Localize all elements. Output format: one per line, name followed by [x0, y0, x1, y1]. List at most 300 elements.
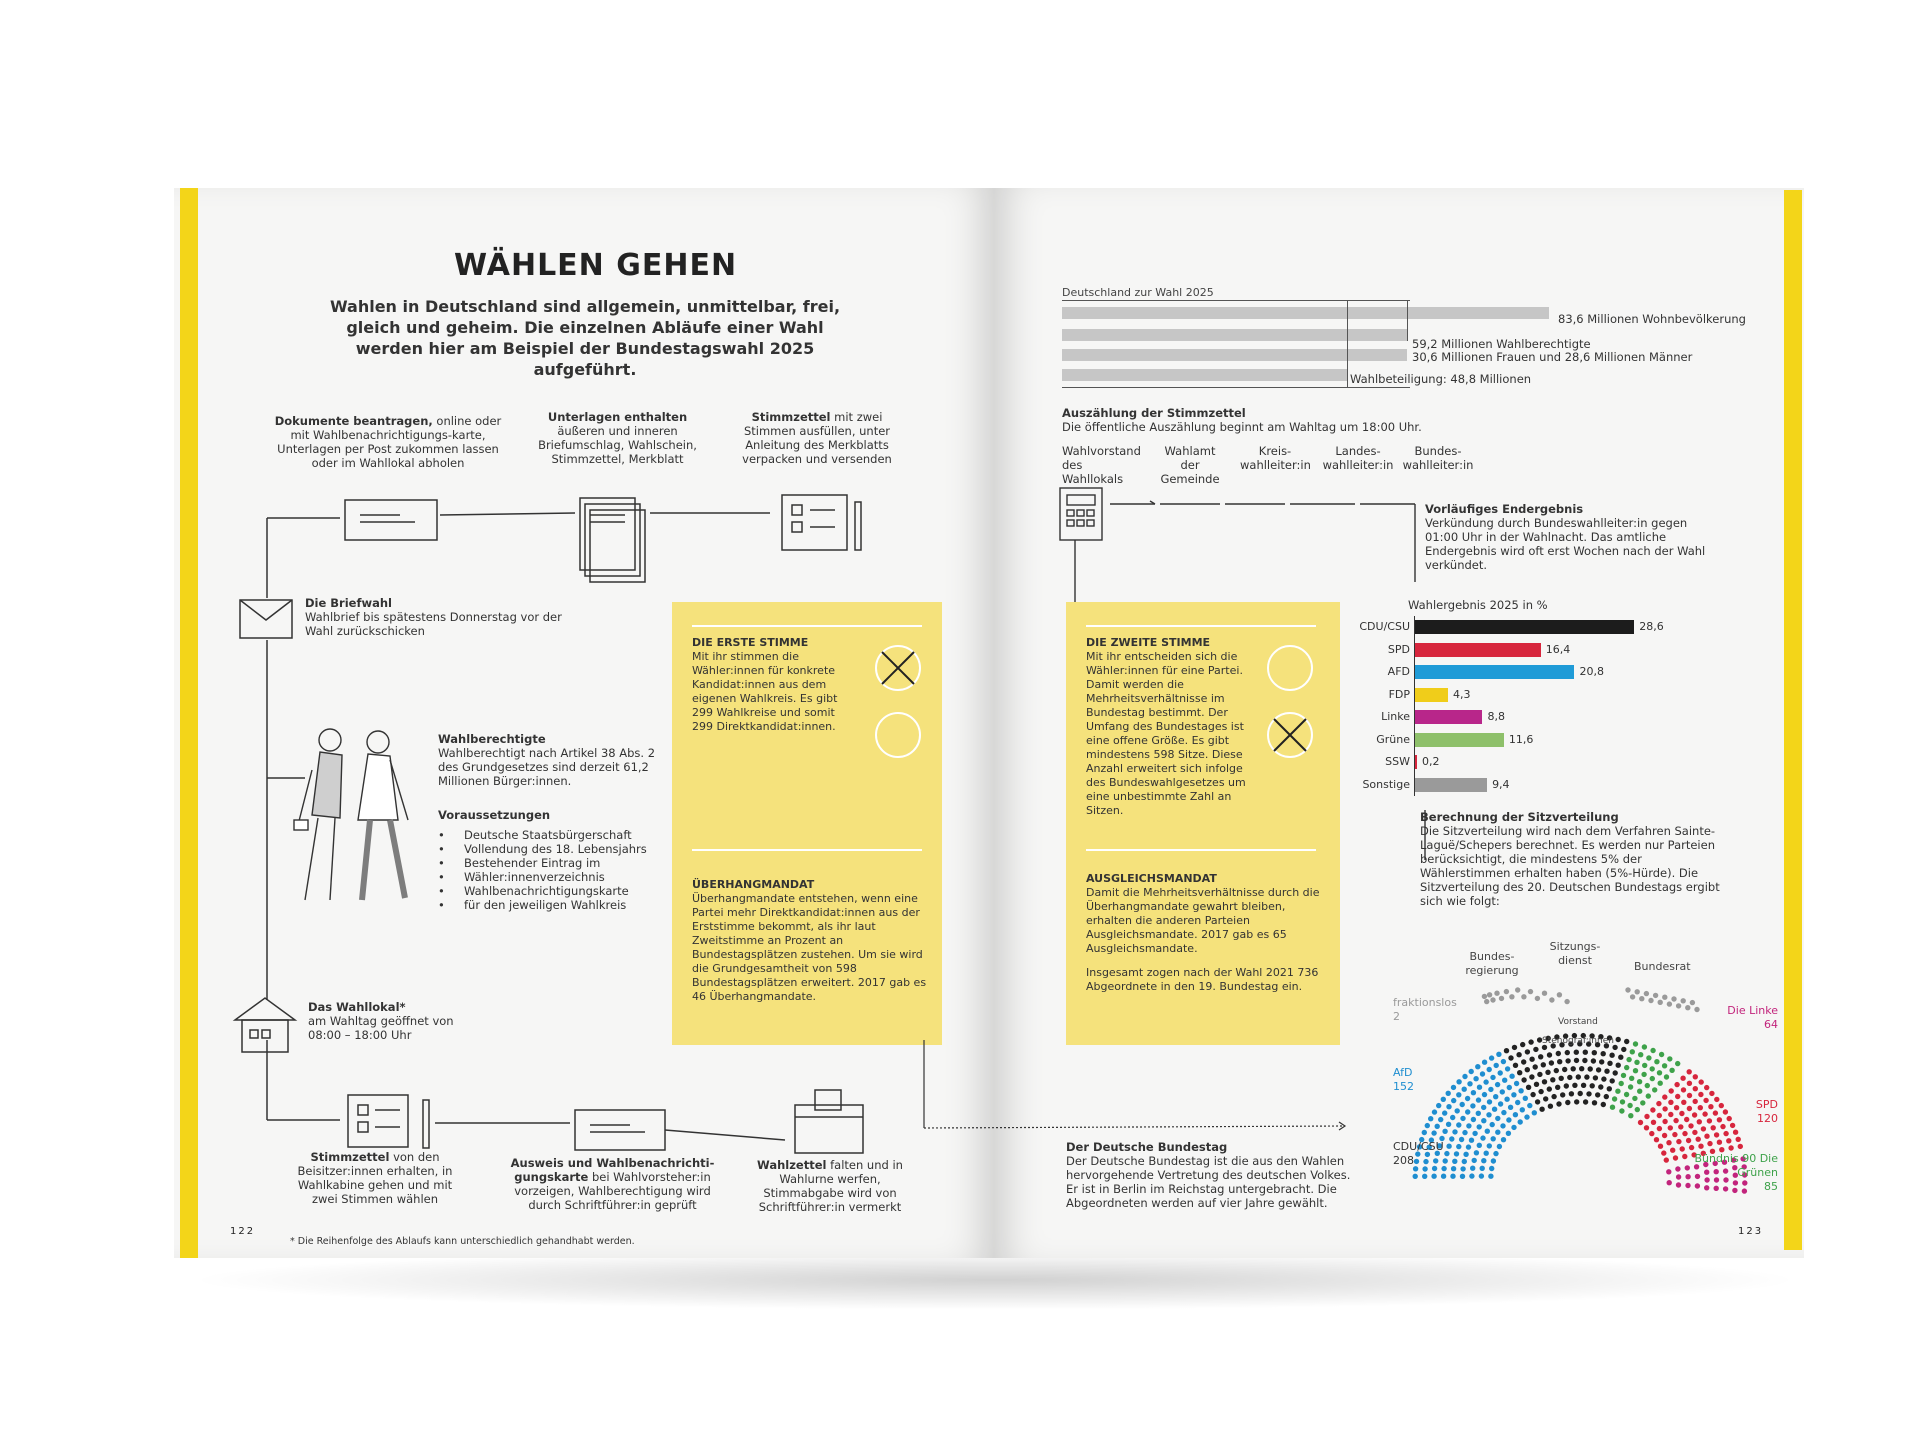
seat-afd: [1474, 1150, 1479, 1155]
step-stimmzettel: [742, 410, 892, 466]
seat-afd: [1501, 1110, 1506, 1115]
seat-cdu: [1604, 1094, 1609, 1099]
seat-bundesrat: [1630, 994, 1635, 999]
seat-afd: [1518, 1119, 1523, 1124]
seat-afd: [1462, 1159, 1467, 1164]
seat-gruene: [1620, 1099, 1625, 1104]
page-number-right: 123: [1738, 1226, 1764, 1237]
seat-gruene: [1610, 1105, 1615, 1110]
seat-afd: [1484, 1151, 1489, 1156]
bottom-step-ausweis-bold: Ausweis und Wahlbenachrichti-gungskarte: [510, 1156, 715, 1184]
seat-afd: [1469, 1138, 1474, 1143]
seat-spd: [1698, 1144, 1703, 1149]
seat-gruene: [1664, 1074, 1669, 1079]
seat-gruene: [1612, 1096, 1617, 1101]
voraussetzungen-item: • Bestehender Eintrag im: [438, 856, 601, 870]
seat-cdu: [1516, 1052, 1521, 1057]
seat-afd: [1455, 1108, 1460, 1113]
seat-afd: [1495, 1082, 1500, 1087]
seat-gruene: [1642, 1044, 1647, 1049]
population-bar: [1062, 369, 1347, 381]
seat-spd: [1709, 1091, 1714, 1096]
seat-spd: [1662, 1094, 1667, 1099]
seat-afd: [1438, 1117, 1443, 1122]
label-spd: [1698, 1098, 1778, 1126]
step-unterlagen-bold: Unterlagen enthalten: [547, 410, 688, 424]
seat-bundesrat: [1671, 996, 1676, 1001]
seat-gruene: [1634, 1060, 1639, 1065]
chain-item: Wahlamt der Gemeinde: [1160, 444, 1220, 486]
left-yellow-edge: [180, 188, 198, 1258]
seat-cdu: [1512, 1045, 1517, 1050]
seat-afd: [1451, 1085, 1456, 1090]
seat-spd: [1668, 1100, 1673, 1105]
wahlberechtigte-title: Wahlberechtigte: [438, 732, 546, 746]
seat-afd: [1481, 1118, 1486, 1123]
seat-afd: [1493, 1151, 1498, 1156]
seat-afd: [1470, 1166, 1475, 1171]
cdu-value: 208: [1393, 1154, 1414, 1167]
seat-cdu: [1526, 1085, 1531, 1090]
seat-cdu: [1583, 1050, 1588, 1055]
seat-cdu: [1571, 1066, 1576, 1071]
seat-bundesrat: [1658, 1000, 1663, 1005]
seat-cdu: [1555, 1085, 1560, 1090]
seat-spd: [1689, 1145, 1694, 1150]
seat-cdu: [1547, 1086, 1552, 1091]
voraussetzungen-text: Deutsche Staatsbürgerschaft: [464, 828, 632, 842]
seat-cdu: [1592, 1050, 1597, 1055]
seat-gruene: [1667, 1056, 1672, 1061]
seat-afd: [1504, 1097, 1509, 1102]
erste-stimme-ballot-icon: [870, 640, 930, 765]
seat-afd: [1492, 1107, 1497, 1112]
seat-gruene: [1621, 1073, 1626, 1078]
seat-afd: [1507, 1085, 1512, 1090]
seat-afd: [1431, 1130, 1436, 1135]
seat-linke: [1666, 1169, 1671, 1174]
seat-gruene: [1627, 1103, 1632, 1108]
seat-bundesrat: [1662, 995, 1667, 1000]
bar-value-label: 4,3: [1452, 687, 1471, 701]
seat-afd: [1456, 1144, 1461, 1149]
seat-cdu: [1599, 1059, 1604, 1064]
seat-gruene: [1615, 1089, 1620, 1094]
bottom-step-wahlzettel-bold: Wahlzettel: [757, 1158, 827, 1172]
voraussetzungen-item: • Deutsche Staatsbürgerschaft: [438, 828, 632, 842]
seat-gruene: [1632, 1096, 1637, 1101]
seat-cdu: [1551, 1094, 1556, 1099]
seat-cdu: [1616, 1037, 1621, 1042]
bar-value-label: 9,4: [1492, 777, 1510, 791]
bar-category-label: AFD: [1387, 665, 1410, 678]
erste-stimme-text: Mit ihr stimmen die Wähler:innen für konkrete Kandidat:innen aus dem eigenen Wahlkreis. Es gibt 299 Wahlkreise und somit 299 Direktkandidat:innen.: [692, 650, 838, 733]
seat-government: [1542, 991, 1547, 996]
seat-government: [1515, 987, 1520, 992]
page-title: WÄHLEN GEHEN: [454, 248, 738, 283]
seat-afd: [1467, 1081, 1472, 1086]
seat-afd: [1487, 1099, 1492, 1104]
seat-afd: [1441, 1097, 1446, 1102]
seat-spd: [1686, 1138, 1691, 1143]
magazine-shadow: [185, 1250, 1805, 1310]
step-stimmzettel-bold: Stimmzettel: [751, 410, 831, 424]
seat-afd: [1462, 1074, 1467, 1079]
bar: [1415, 755, 1417, 769]
population-label: 30,6 Millionen Frauen und 28,6 Millionen Männer: [1412, 350, 1693, 364]
step-dokumente: [268, 414, 508, 470]
seat-afd: [1477, 1124, 1482, 1129]
seat-spd: [1670, 1148, 1675, 1153]
seat-afd: [1489, 1055, 1494, 1060]
seat-spd: [1738, 1144, 1743, 1149]
bar: [1415, 733, 1504, 747]
label-afd: [1393, 1066, 1414, 1094]
gruene-value: 85: [1764, 1180, 1778, 1193]
seat-afd: [1451, 1098, 1456, 1103]
seat-spd: [1693, 1074, 1698, 1079]
ueberhang-title: ÜBERHANGMANDAT: [692, 878, 815, 891]
seat-gruene: [1641, 1072, 1646, 1077]
seat-gruene: [1630, 1049, 1635, 1054]
seat-cdu: [1517, 1070, 1522, 1075]
seat-cdu: [1508, 1055, 1513, 1060]
voraussetzungen-item: • Vollendung des 18. Lebensjahrs: [438, 842, 647, 856]
label-stenografen: Stenograf:innen: [1542, 1036, 1614, 1046]
seat-government: [1535, 996, 1540, 1001]
seat-spd: [1669, 1088, 1674, 1093]
seat-afd: [1465, 1109, 1470, 1114]
population-marker: [1347, 301, 1348, 387]
seat-spd: [1675, 1094, 1680, 1099]
seat-bundesrat: [1653, 993, 1658, 998]
voraussetzungen-text: für den jeweiligen Wahlkreis: [464, 898, 627, 912]
seat-afd: [1459, 1137, 1464, 1142]
erste-stimme-block: [692, 636, 842, 734]
seat-bundesrat: [1685, 1005, 1690, 1010]
bottom-step-wahlzettel: [755, 1158, 905, 1214]
seat-spd: [1687, 1093, 1692, 1098]
seat-afd: [1488, 1087, 1493, 1092]
chain-item: Landes-wahlleiter:in: [1322, 444, 1394, 472]
seat-cdu: [1562, 1067, 1567, 1072]
seat-cdu: [1616, 1063, 1621, 1068]
seat-cdu: [1525, 1067, 1530, 1072]
seat-cdu: [1579, 1066, 1584, 1071]
linke-value: 64: [1764, 1018, 1778, 1031]
seat-spd: [1698, 1092, 1703, 1097]
seat-cdu: [1560, 1092, 1565, 1097]
seat-afd: [1508, 1105, 1513, 1110]
seat-spd: [1704, 1134, 1709, 1139]
seat-gruene: [1619, 1108, 1624, 1113]
cdu-name: CDU/CSU: [1393, 1140, 1444, 1153]
seat-government: [1528, 989, 1533, 994]
seat-afd: [1469, 1069, 1474, 1074]
bar-value-label: 11,6: [1508, 732, 1534, 746]
seat-cdu: [1601, 1076, 1606, 1081]
seat-spd: [1644, 1125, 1649, 1130]
bar: [1415, 620, 1634, 634]
seat-cdu: [1521, 1077, 1526, 1082]
seat-afd: [1506, 1117, 1511, 1122]
seat-afd: [1460, 1174, 1465, 1179]
seat-government: [1557, 992, 1562, 997]
seat-gruene: [1637, 1079, 1642, 1084]
bottom-step-ausweis-text: bei Wahlvorsteher:in vorzeigen, Wahlberechtigung wird durch Schriftführer:in geprüft: [514, 1170, 711, 1212]
label-cdu: [1393, 1140, 1444, 1168]
seat-spd: [1714, 1132, 1719, 1137]
seat-spd: [1658, 1144, 1663, 1149]
note-divider: [692, 625, 922, 627]
seat-bundesrat: [1676, 1003, 1681, 1008]
seat-cdu: [1618, 1055, 1623, 1060]
note-divider: [692, 849, 922, 851]
seat-spd: [1662, 1133, 1667, 1138]
seat-afd: [1446, 1104, 1451, 1109]
seat-spd: [1673, 1118, 1678, 1123]
seat-gruene: [1658, 1081, 1663, 1086]
seat-spd: [1684, 1117, 1689, 1122]
seat-government: [1564, 999, 1569, 1004]
footnote: * Die Reihenfolge des Ablaufs kann unterschiedlich gehandhabt werden.: [290, 1236, 635, 1247]
seat-gruene: [1652, 1087, 1657, 1092]
bar-category-label: SSW: [1385, 755, 1410, 768]
seat-government: [1484, 999, 1489, 1004]
seat-bundesrat: [1681, 998, 1686, 1003]
seat-spd: [1699, 1079, 1704, 1084]
seat-spd: [1649, 1131, 1654, 1136]
seat-afd: [1460, 1116, 1465, 1121]
seat-afd: [1451, 1166, 1456, 1171]
seat-afd: [1442, 1110, 1447, 1115]
fraktionslos-name: fraktionslos: [1393, 996, 1457, 1009]
seat-afd: [1476, 1111, 1481, 1116]
seat-government: [1521, 994, 1526, 999]
seat-afd: [1465, 1096, 1470, 1101]
seat-cdu: [1601, 1102, 1606, 1107]
sitzverteilung-block: [1420, 810, 1720, 908]
seat-afd: [1498, 1101, 1503, 1106]
bundestag-text: Der Deutsche Bundestag ist die aus den Wahlen hervorgehende Vertretung des deutschen Volkes. Er ist in Berlin im Reichstag untergebracht. Die Abgeordneten werden auf vier Jahre gewählt.: [1066, 1154, 1351, 1210]
label-bundesrat: Bundesrat: [1634, 960, 1691, 973]
seat-afd: [1471, 1117, 1476, 1122]
bar-value-label: 0,2: [1422, 755, 1440, 768]
seat-afd: [1431, 1174, 1436, 1179]
seat-cdu: [1542, 1079, 1547, 1084]
seat-afd: [1515, 1100, 1520, 1105]
seat-spd: [1701, 1126, 1706, 1131]
seat-afd: [1472, 1158, 1477, 1163]
seat-cdu: [1548, 1104, 1553, 1109]
bundestag-title: Der Deutsche Bundestag: [1066, 1140, 1228, 1154]
bar: [1415, 643, 1541, 657]
seat-afd: [1475, 1064, 1480, 1069]
seat-afd: [1446, 1091, 1451, 1096]
seat-spd: [1657, 1113, 1662, 1118]
seat-gruene: [1669, 1068, 1674, 1073]
seat-afd: [1477, 1143, 1482, 1148]
zweite-stimme-block: [1086, 636, 1256, 818]
seat-cdu: [1578, 1091, 1583, 1096]
seat-afd: [1482, 1060, 1487, 1065]
seat-afd: [1456, 1092, 1461, 1097]
seat-afd: [1490, 1122, 1495, 1127]
seat-cdu: [1574, 1058, 1579, 1063]
seat-gruene: [1646, 1093, 1651, 1098]
seat-afd: [1432, 1109, 1437, 1114]
seat-cdu: [1596, 1067, 1601, 1072]
seat-spd: [1644, 1114, 1649, 1119]
auszaehlung-text: Die öffentliche Auszählung beginnt am Wahltag um 18:00 Uhr.: [1062, 420, 1422, 434]
voraussetzungen-text: Bestehender Eintrag im: [464, 856, 601, 870]
seat-afd: [1501, 1059, 1506, 1064]
population-bar: [1062, 307, 1549, 319]
seat-spd: [1661, 1150, 1666, 1155]
seat-gruene: [1638, 1052, 1643, 1057]
briefwahl-text: Wahlbrief bis spätestens Donnerstag vor der Wahl zurückschicken: [305, 610, 562, 638]
seat-spd: [1728, 1145, 1733, 1150]
seat-cdu: [1621, 1047, 1626, 1052]
seat-spd: [1688, 1123, 1693, 1128]
seat-government: [1549, 997, 1554, 1002]
seat-cdu: [1582, 1058, 1587, 1063]
seat-spd: [1651, 1120, 1656, 1125]
seat-cdu: [1598, 1084, 1603, 1089]
seat-afd: [1523, 1096, 1528, 1101]
bundestag-connector: [915, 1040, 1355, 1140]
bundestag-block: [1066, 1140, 1356, 1210]
seat-cdu: [1545, 1070, 1550, 1075]
seat-gruene: [1629, 1076, 1634, 1081]
seat-gruene: [1662, 1063, 1667, 1068]
voraussetzungen-item: • Wähler:innenverzeichnis: [438, 870, 605, 884]
endergebnis-text: Verkündung durch Bundeswahlleiter:in gegen 01:00 Uhr in der Wahlnacht. Das amtliche Endergebnis wird oft erst Wochen nach der Wahl verkündet.: [1425, 516, 1706, 572]
seat-afd: [1513, 1112, 1518, 1117]
seat-cdu: [1590, 1083, 1595, 1088]
seat-government: [1487, 992, 1492, 997]
seat-afd: [1466, 1144, 1471, 1149]
seat-spd: [1717, 1140, 1722, 1145]
seat-spd: [1736, 1137, 1741, 1142]
seat-afd: [1470, 1103, 1475, 1108]
seat-gruene: [1635, 1107, 1640, 1112]
seat-spd: [1638, 1120, 1643, 1125]
seat-afd: [1480, 1135, 1485, 1140]
seat-afd: [1435, 1124, 1440, 1129]
spd-value: 120: [1757, 1112, 1778, 1125]
voraussetzungen-title: Voraussetzungen: [438, 808, 551, 822]
seat-afd: [1483, 1079, 1488, 1084]
wahllokal-block: [308, 1000, 488, 1042]
seat-bundesrat: [1644, 991, 1649, 996]
seat-afd: [1479, 1173, 1484, 1178]
seat-cdu: [1593, 1075, 1598, 1080]
seat-spd: [1692, 1130, 1697, 1135]
seat-cdu: [1556, 1101, 1561, 1106]
seat-afd: [1494, 1063, 1499, 1068]
seat-government: [1494, 991, 1499, 996]
seat-afd: [1444, 1151, 1449, 1156]
population-bar: [1062, 329, 1407, 341]
seat-afd: [1472, 1131, 1477, 1136]
seat-spd: [1654, 1137, 1659, 1142]
population-label: 59,2 Millionen Wahlberechtigte: [1412, 337, 1591, 351]
seat-bundesrat: [1625, 987, 1630, 992]
seat-spd: [1678, 1124, 1683, 1129]
seat-gruene: [1624, 1065, 1629, 1070]
bar-category-label: Linke: [1381, 710, 1410, 723]
sitzverteilung-title: Berechnung der Sitzverteilung: [1420, 810, 1619, 824]
seat-afd: [1460, 1102, 1465, 1107]
seat-cdu: [1595, 1092, 1600, 1097]
afd-name: AfD: [1393, 1066, 1413, 1079]
ausgleich-title: AUSGLEICHSMANDAT: [1086, 872, 1217, 885]
seat-spd: [1680, 1076, 1685, 1081]
seat-cdu: [1586, 1091, 1591, 1096]
seat-bundesrat: [1639, 996, 1644, 1001]
seat-afd: [1506, 1131, 1511, 1136]
seat-afd: [1441, 1174, 1446, 1179]
seat-cdu: [1529, 1074, 1534, 1079]
seat-cdu: [1591, 1058, 1596, 1063]
ausgleich-text: Damit die Mehrheitsverhältnisse durch die Überhangmandate gewahrt bleiben, erhalten die anderen Parteien Ausgleichsmandate. 2017 gab es 65 Ausgleichsmandate.: [1086, 886, 1320, 955]
seat-afd: [1495, 1130, 1500, 1135]
step-unterlagen-text: äußeren und inneren Briefumschlag, Wahlschein, Stimmzettel, Merkblatt: [538, 424, 697, 466]
bottom-step-ausweis: [505, 1156, 720, 1212]
seat-afd: [1462, 1087, 1467, 1092]
step-dokumente-text: online oder mit Wahlbenachrichtigungs-karte, Unterlagen per Post zukommen lassen oder im Wahllokal abholen: [277, 414, 502, 470]
seat-cdu: [1547, 1052, 1552, 1057]
seat-gruene: [1640, 1100, 1645, 1105]
seat-spd: [1687, 1069, 1692, 1074]
seat-spd: [1668, 1125, 1673, 1130]
seat-government: [1509, 994, 1514, 999]
seat-afd: [1495, 1116, 1500, 1121]
wahlberechtigte-text: Wahlberechtigt nach Artikel 38 Abs. 2 des Grundgesetzes sind derzeit 61,2 Millionen Bürger:innen.: [438, 746, 656, 788]
seat-cdu: [1584, 1074, 1589, 1079]
seat-spd: [1668, 1112, 1673, 1117]
seat-afd: [1481, 1158, 1486, 1163]
fraktionslos-value: 2: [1393, 1010, 1400, 1023]
seat-afd: [1488, 1174, 1493, 1179]
sitzverteilung-text: Die Sitzverteilung wird nach dem Verfahren Sainte-Laguë/Schepers berechnet. Es werden nur Parteien berücksichtigt, die mindestens 5% der Wählerstimmen erhalten haben (5%-Hürde). Die Sitzverteilung des 20. Deutschen Bundestags ergibt sich wie folgt:: [1420, 824, 1720, 908]
bottom-step-wahlzettel-text: falten und in Wahlurne werfen, Stimmabgabe wird von Schriftführer:in vermerkt: [758, 1158, 903, 1214]
seat-spd: [1682, 1131, 1687, 1136]
seat-afd: [1473, 1076, 1478, 1081]
chart-title: Wahlergebnis 2025 in %: [1408, 598, 1548, 612]
seat-afd: [1454, 1151, 1459, 1156]
seat-afd: [1501, 1137, 1506, 1142]
endergebnis-title: Vorläufiges Endergebnis: [1425, 502, 1584, 516]
seat-spd: [1692, 1112, 1697, 1117]
seat-cdu: [1554, 1068, 1559, 1073]
seat-cdu: [1550, 1077, 1555, 1082]
seat-gruene: [1657, 1070, 1662, 1075]
note-divider: [1086, 849, 1316, 851]
seat-gruene: [1637, 1089, 1642, 1094]
seat-afd: [1491, 1158, 1496, 1163]
seat-spd: [1687, 1106, 1692, 1111]
seat-afd: [1452, 1129, 1457, 1134]
seat-afd: [1462, 1130, 1467, 1135]
seat-gruene: [1654, 1059, 1659, 1064]
seat-afd: [1493, 1094, 1498, 1099]
chain-item: Bundes-wahlleiter:in: [1402, 444, 1474, 472]
seat-afd: [1456, 1079, 1461, 1084]
seat-spd: [1679, 1111, 1684, 1116]
seat-cdu: [1607, 1061, 1612, 1066]
